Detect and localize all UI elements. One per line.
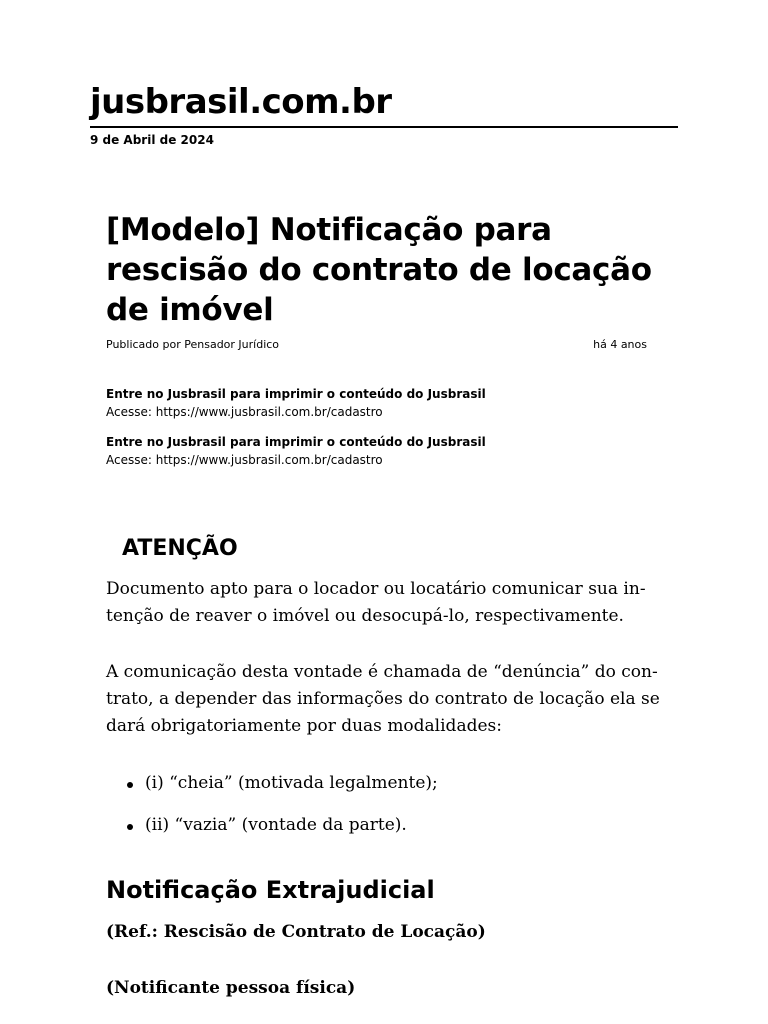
print-notice-title: Entre no Jusbrasil para imprimir o conteúdo do Jusbrasil (106, 387, 486, 401)
modalities-list (106, 770, 438, 854)
print-notice (106, 385, 666, 421)
section-title: Notificação Extrajudicial (106, 876, 435, 904)
print-notice-link[interactable]: Acesse: https://www.jusbrasil.com.br/cadastro (106, 453, 383, 467)
article-age: há 4 anos (593, 338, 647, 351)
body-paragraph: Documento apto para o locador ou locatário comunicar sua intenção de reaver o imóvel ou desocupá-lo, respectivamente. (106, 579, 646, 626)
attention-heading: ATENÇÃO (122, 536, 238, 561)
reference-line: (Ref.: Rescisão de Contrato de Locação) (106, 922, 486, 942)
notificante-line: (Notificante pessoa física) (106, 978, 356, 998)
list-item: (ii) “vazia” (vontade da parte). (106, 812, 438, 839)
print-notice-title: Entre no Jusbrasil para imprimir o conteúdo do Jusbrasil (106, 435, 486, 449)
print-notice-link[interactable]: Acesse: https://www.jusbrasil.com.br/cadastro (106, 405, 383, 419)
article-meta (106, 338, 647, 351)
site-name: jusbrasil.com.br (90, 82, 392, 122)
article-header (106, 210, 666, 469)
print-notice (106, 433, 666, 469)
article-title: [Modelo] Notificação para rescisão do contrato de locação de imóvel (106, 212, 652, 328)
list-item: (i) “cheia” (motivada legalmente); (106, 770, 438, 797)
published-by: Publicado por Pensador Jurídico (106, 338, 280, 351)
body-paragraph: A comunicação desta vontade é chamada de “denúncia” do contrato, a depender das informações do contrato de locação ela se dará obrigatoriamente por duas modalidades: (106, 662, 660, 736)
site-header (90, 82, 678, 147)
header-date: 9 de Abril de 2024 (90, 133, 214, 147)
header-divider (90, 126, 678, 128)
